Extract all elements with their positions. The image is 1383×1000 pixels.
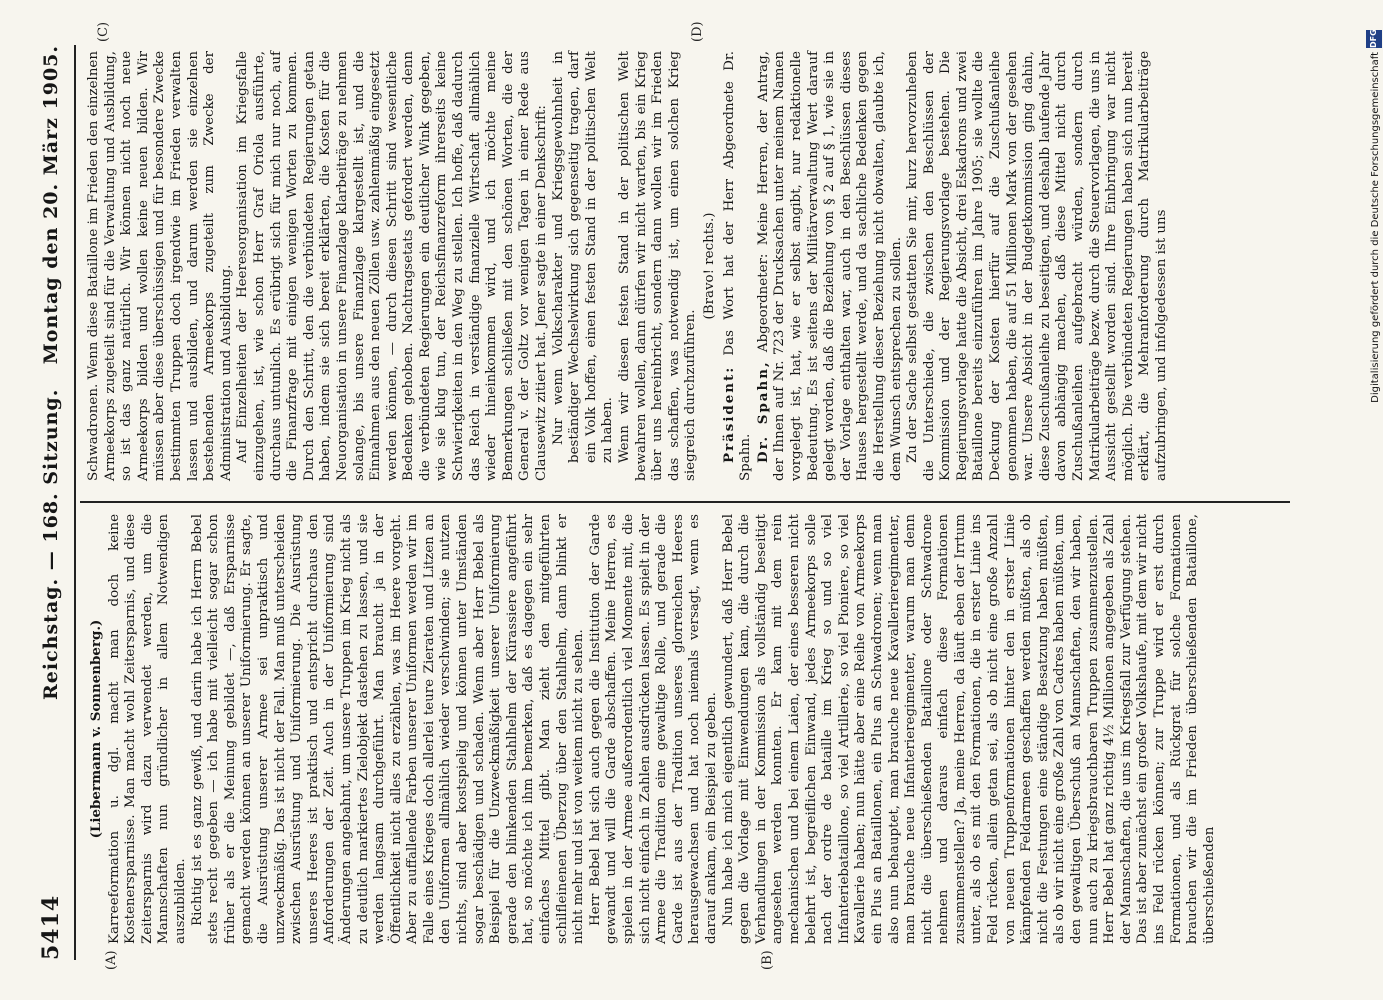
president-label: Präsident:	[720, 365, 737, 463]
page-header	[38, 45, 72, 960]
paragraph: Richtig ist es ganz gewiß, und darin habe ich Herrn Bebel stets recht gegeben — ich habe mit vielleicht sogar schon früher als er die Meinung gebildet —, daß Ersparnisse gemacht werden können an unserer Uniformierung. Er sagte, die Ausrüstung unserer Armee sei unpraktisch und unzweckmäßig. Das ist nicht der Fall. Man muß unterscheiden zwischen Ausrüstung und Uniformierung. Die Ausrüstung unseres Heeres ist praktisch und entspricht durchaus den Anforderungen der Zeit. Auch in der Uniformierung sind Änderungen angebahnt, um unsere Truppen im Krieg nicht als zu deutlich markiertes Zielobjekt dastehen zu lassen, und sie werden langsam durchgeführt. Man braucht ja in der Öffentlichkeit nicht alles zu erzählen, was im Heere vorgeht. Aber zu auffallende Farben unserer Uniformen werden wir im Falle eines Krieges doch allerlei teure Zieraten und Litzen an den Uniformen allmählich wieder verschwinden; sie nutzen nichts, sind aber kostspielig und können unter Umständen sogar beschädigen und schaden. Wenn aber Herr Bebel als Beispiel für die Unzweckmäßigkeit unserer Uniformierung gerade den blinkenden Stahlhelm der Kürassiere angeführt hat, so möchte ich ihm bemerken, daß es dagegen ein sehr einfaches Mittel gibt. Man zieht den mitgeführten schilfleinenen Überzug über den Stahlhelm, dann blinkt er nicht mehr und ist von weitem nicht zu sehen.	[189, 514, 587, 944]
paragraph: Auf Einzelheiten der Heeresorganisation im Kriegsfalle einzugehen, ist, wie schon Herr Graf Oriola ausführte, durchaus untunlich. Es erübrigt sich für mich nur noch, auf die Finanzfrage mit einigen wenigen Worten zu kommen. Durch den Schritt, den die verbündeten Regierungen getan haben, indem sie sich bereit erklärten, die Kosten für die Neuorganisation in unsere Finanzlage klarbeiträge zu nehmen solange, bis unsere Finanzlage klargestellt ist, und die Einnahmen aus den neuen Zöllen usw. zahlenmäßig eingesetzt werden können, — durch diesen Schritt sind wesentliche Bedenken gehoben. Nachtragsetats gefordert werden, denn die verbündeten Regierungen ein deutlicher Wink gegeben, wie sie klug tun, der Reichsfinanzreform ihrerseits keine Schwierigkeiten in den Weg zu stellen. Ich hoffe, daß dadurch das Reich in verständige finanzielle Wirtschaft allmählich wieder hineinkommen wird, und ich möchte meine Bemerkungen schließen mit den schönen Worten, die der General v. der Goltz vor wenigen Tagen in einer Rede aus Clausewitz zitiert hat. Jener sagte in einer Denkschrift:	[235, 51, 550, 481]
president-paragraph	[721, 51, 755, 481]
running-head: Reichstag. — 168. Sitzung.	[40, 388, 62, 700]
spahn-label: Dr. Spahn,	[754, 360, 771, 463]
column-divider	[80, 501, 1290, 503]
paragraph: Herr Bebel hat sich auch gegen die Institution der Garde gewandt und will die Garde abschaffen. Meine Herren, es spielen in der Armee außerordentlich viel Momente mit, die sich nicht einfach in Zahlen ausdrücken lassen. Es spielt in der Armee die Tradition eine gewaltige Rolle, und gerade die Garde ist aus der Tradition unseres glorreichen Heeres herausgewachsen und hat noch niemals versagt, wenn es darauf ankam, ein Beispiel zu geben.	[587, 514, 719, 944]
paragraph: Karreeformation u. dgl. macht man doch keine Kostenersparnisse. Man macht wohl Zeitersparnis, und diese Zeitersparnis wird dazu verwendet werden, um die Mannschaften nun gründlicher in allem Notwendigen auszubilden.	[106, 514, 188, 944]
speaker-tag: (Liebermann v. Sonnenberg.)	[88, 619, 104, 839]
president-text: Das Wort hat der Herr Abgeordnete Dr. Spahn.	[721, 51, 754, 481]
left-column	[86, 514, 1218, 944]
dfg-logo-icon: DFG	[1366, 30, 1382, 48]
header-rule	[74, 45, 76, 960]
paragraph: Zu der Sache selbst gestatten Sie mir, kurz hervorzuheben die Unterschiede, die zwischen den Beschlüssen der Kommission und der Regierungsvorlage bestehen. Die Regierungsvorlage hatte die Absicht, drei Eskadrons und zwei Bataillone bereits einzuführen im Jahre 1905; sie wollte die Deckung der Kosten hierfür auf die Zuschußanleihe genommen haben, die auf 51 Millionen Mark von der gesehen war. Unsere Absicht in der Budgetkommission ging dahin, diese Zuschußanleihe zu beseitigen, und deshalb laufende Jahr davon abhängig machen, daß diese Mittel nicht durch Zuschußanleihen aufgebracht würden, sondern durch Matrikularbeiträge bezw. durch die Steuervorlagen, die uns in Aussicht gestellt worden sind. Ihre Einbringung war nicht möglich. Die verbündeten Regierungen haben sich nun bereit erklärt, die Mehranforderung durch Matrikularbeiträge aufzubringen, und infolgedessen ist uns	[905, 51, 1169, 481]
right-column	[86, 51, 1171, 481]
spahn-text: Abgeordneter: Meine Herren, der Antrag, der Ihnen auf Nr. 723 der Drucksachen unter meinem Namen vorgelegt ist, hat, wie er selbst angibt, nur redaktionelle Bedeutung. Es ist seitens der Militärverwaltung Wert darauf gelegt worden, daß die Beziehung von § 2 auf § 1, wie sie in der Vorlage enthalten war, auch in den Beschlüssen dieses Hauses hergestellt werde, und da sachliche Bedenken gegen die Herstellung dieser Beziehung nicht obwalten, glaubte ich, dem Wunsch entsprechen zu sollen.	[755, 51, 904, 481]
margin-mark-b: (B)	[760, 950, 775, 970]
spahn-paragraph	[755, 51, 905, 481]
session-date: Montag den 20. März 1905.	[40, 45, 62, 365]
paragraph: Wenn wir diesen festen Stand in der politischen Welt bewahren wollen, dann dürfen wir nicht warten, bis ein Krieg über uns hereinbricht, sondern dann wollen wir im Frieden das schaffen, was notwendig ist, um einen solchen Krieg siegreich durchzuführen.	[617, 51, 699, 481]
digitization-note: Digitalisierung gefördert durch die Deutsche Forschungsgemeinschaft	[1370, 52, 1381, 403]
margin-mark-d: (D)	[690, 21, 705, 42]
page-number: 5414	[38, 894, 64, 960]
applause: (Bravo! rechts.)	[701, 212, 717, 320]
paragraph: Schwadronen. Wenn diese Bataillone im Frieden den einzelnen Armeekorps zugeteilt sind für die Verwaltung und Ausbildung, so ist das ganz natürlich. Wir können nicht noch neue Armeekorps bilden und wollen keine neuen bilden. Wir müssen aber diese überschüssigen und für besondere Zwecke bestimmten Truppen doch irgendwie im Frieden verwalten lassen und ausbilden, und darum werden sie einzelnen bestehenden Armeekorps zugeteilt zum Zwecke der Administration und Ausbildung.	[86, 51, 234, 481]
margin-mark-a: (A)	[104, 950, 119, 970]
margin-mark-c: (C)	[96, 21, 111, 42]
paragraph: Nun habe ich mich eigentlich gewundert, daß Herr Bebel gegen die Vorlage mit Einwendungen kam, die durch die Verhandlungen in der Kommission als vollständig beseitigt angesehen werden konnten. Er kam mit dem rein mechanischen und bei einem Laien, der eines besseren nicht belehrt ist, begreiflichen Einwand, jedes Armeekorps solle nach der ordre de bataille im Krieg so und so viel Infanteriebataillone, so viel Artillerie, so viel Pioniere, so viel Kavallerie haben; nun hätte aber eine Reihe von Armeekorps ein Plus an Bataillonen, ein Plus an Schwadronen; wenn man also nun behauptet, man brauche neue Kavallerieregimenter, man brauche neue Infanterieregimenter, warum man denn nicht die überschießenden Bataillone oder Schwadrone nehmen und daraus einfach diese Formationen zusammenstellen? Ja, meine Herren, da läuft eben der Irrtum unter, als ob es mit den Formationen, die in erster Linie ins Feld rücken, allein getan sei, als ob nicht eine große Anzahl von neuen Truppenformationen hinter den in erster Linie kämpfenden Feldarmeen geschaffen werden müßten, als ob nicht die Festungen eine ständige Besatzung haben müßten, als ob wir nicht eine große Zahl von Cadres haben müßten, um den gewaltigen Überschuß an Mannschaften, den wir haben, nun auch zu kriegsbrauchbaren Truppen zusammenzustellen. Herr Bebel hat ganz richtig 4½ Millionen angegeben als Zahl der Mannschaften, die uns im Kriegsfall zur Verfügung stehen. Das ist aber zunächst ein großer Volkshaufe, mit dem wir nicht ins Feld rücken können; zur Truppe wird er erst durch Formationen, und als Rückgrat für solche Formationen brauchen wir die im Frieden überschießenden Bataillone, überschießenden	[720, 514, 1217, 944]
quotation: Nur wenn Volkscharakter und Kriegsgewohnheit in beständiger Wechselwirkung sich gegenseitig tragen, darf ein Volk hoffen, einen festen Stand in der politischen Welt zu haben.	[550, 51, 616, 463]
